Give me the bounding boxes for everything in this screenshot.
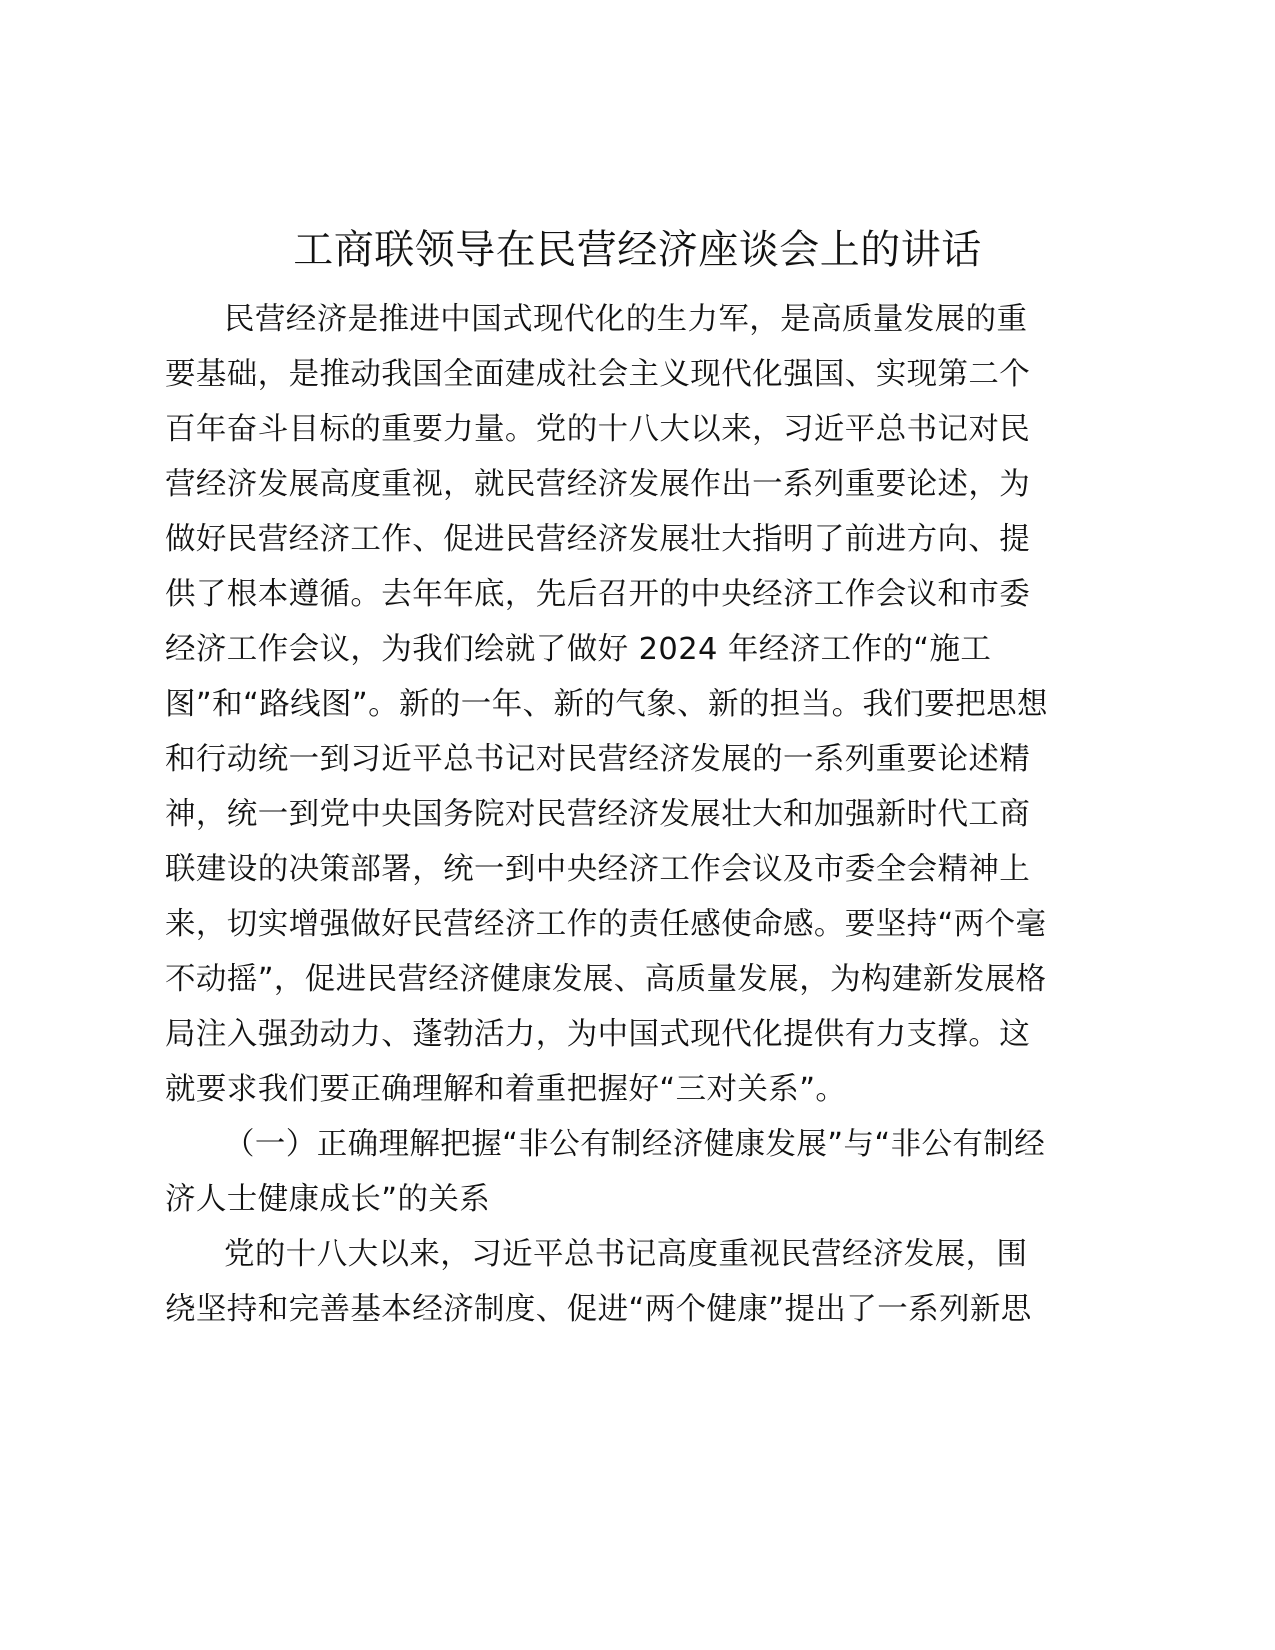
body-line: 图”和“路线图”。新的一年、新的气象、新的担当。我们要把思想 — [165, 687, 1048, 722]
body-line: 和行动统一到习近平总书记对民营经济发展的一系列重要论述精 — [165, 742, 1031, 777]
body-line: 要基础，是推动我国全面建成社会主义现代化强国、实现第二个 — [165, 357, 1031, 392]
section-heading-line: 济人士健康成长”的关系 — [165, 1182, 491, 1217]
body-line: 经济工作会议，为我们绘就了做好 2024 年经济工作的“施工 — [165, 632, 992, 667]
body-line: 百年奋斗目标的重要力量。党的十八大以来，习近平总书记对民 — [165, 412, 1031, 447]
body-line: 营经济发展高度重视，就民营经济发展作出一系列重要论述，为 — [165, 467, 1031, 502]
body-line: 来，切实增强做好民营经济工作的责任感使命感。要坚持“两个毫 — [165, 907, 1047, 942]
body-line: 绕坚持和完善基本经济制度、促进“两个健康”提出了一系列新思 — [165, 1292, 1032, 1327]
body-line: 不动摇”，促进民营经济健康发展、高质量发展，为构建新发展格 — [165, 962, 1047, 997]
body-line: 联建设的决策部署，统一到中央经济工作会议及市委全会精神上 — [165, 852, 1031, 887]
section-heading-line: （一）正确理解把握“非公有制经济健康发展”与“非公有制经 — [224, 1127, 1046, 1162]
body-line: 民营经济是推进中国式现代化的生力军，是高质量发展的重 — [224, 302, 1028, 337]
document-title: 工商联领导在民营经济座谈会上的讲话 — [293, 227, 982, 273]
body-line: 供了根本遵循。去年年底，先后召开的中央经济工作会议和市委 — [165, 577, 1031, 612]
body-line: 局注入强劲动力、蓬勃活力，为中国式现代化提供有力支撑。这 — [165, 1017, 1031, 1052]
body-line: 党的十八大以来，习近平总书记高度重视民营经济发展，围 — [224, 1237, 1028, 1272]
body-line: 做好民营经济工作、促进民营经济发展壮大指明了前进方向、提 — [165, 522, 1031, 557]
body-line: 神，统一到党中央国务院对民营经济发展壮大和加强新时代工商 — [165, 797, 1031, 832]
body-line: 就要求我们要正确理解和着重把握好“三对关系”。 — [165, 1072, 847, 1107]
